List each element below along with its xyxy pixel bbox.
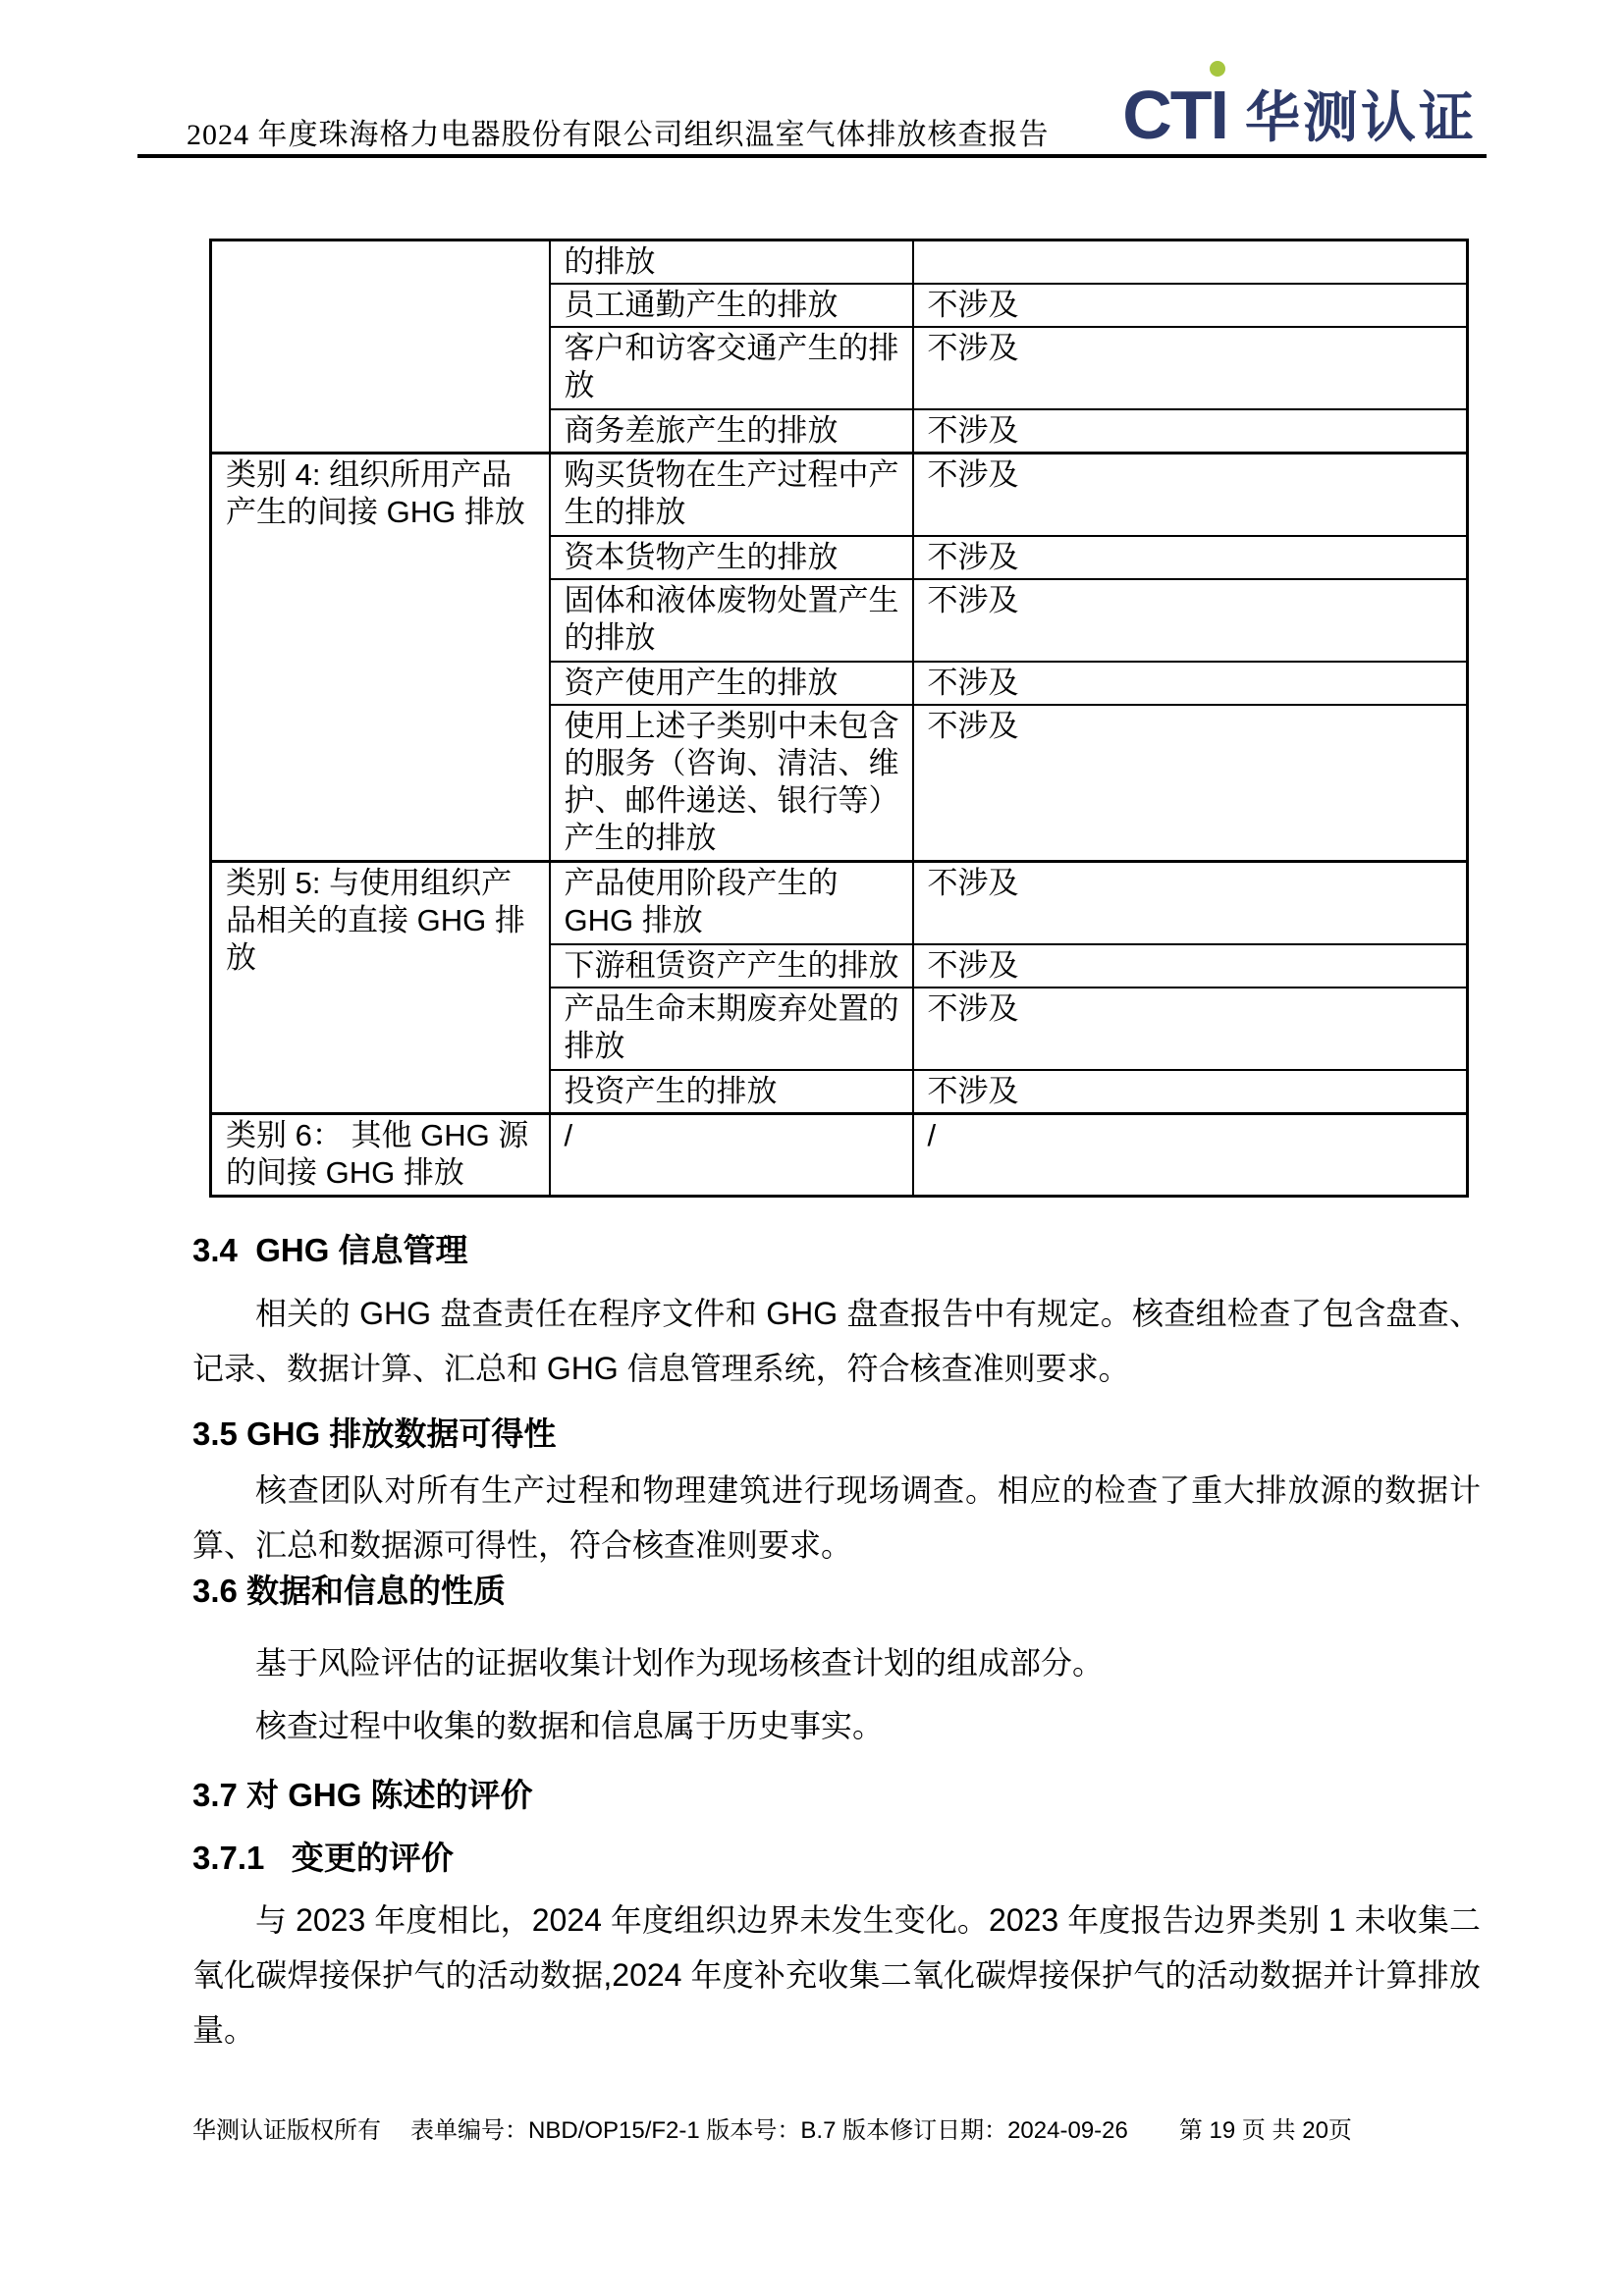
section-heading-3-4: 3.4 GHG 信息管理 <box>192 1232 468 1268</box>
brand-logo <box>1122 77 1477 153</box>
table-row <box>211 240 1468 285</box>
status-cell: / <box>913 1113 1468 1196</box>
section-3-6-paragraph-2: 核查过程中收集的数据和信息属于历史事实。 <box>255 1708 885 1743</box>
emission-source-cell: 客户和访客交通产生的排放 <box>550 327 913 409</box>
cti-logo-text <box>1122 77 1227 153</box>
section-heading-3-5: 3.5 GHG 排放数据可得性 <box>192 1415 557 1452</box>
table-row <box>211 454 1468 536</box>
page-footer <box>192 2110 1352 2145</box>
emission-source-cell: / <box>550 1113 913 1196</box>
category-label-cell: 类别 5: 与使用组织产品相关的直接 GHG 排放 <box>211 862 550 1114</box>
section-3-5-paragraph: 核查团队对所有生产过程和物理建筑进行现场调查。相应的检查了重大排放源的数据计算、汇总和数据源可得性，符合核查准则要求。 <box>192 1472 1481 1563</box>
status-cell <box>913 240 1468 285</box>
page-title: 2024 年度珠海格力电器股份有限公司组织温室气体排放核查报告 <box>187 119 1050 151</box>
emission-source-cell: 下游租赁资产产生的排放 <box>550 944 913 988</box>
table-row <box>211 862 1468 944</box>
emission-source-cell: 固体和液体废物处置产生的排放 <box>550 579 913 662</box>
section-heading-3-6: 3.6 数据和信息的性质 <box>192 1573 507 1609</box>
emission-source-cell: 购买货物在生产过程中产生的排放 <box>550 454 913 536</box>
emission-source-cell: 员工通勤产生的排放 <box>550 284 913 327</box>
section-heading-3-7-1: 3.7.1 变更的评价 <box>192 1840 454 1876</box>
emission-source-cell: 使用上述子类别中未包含的服务（咨询、清洁、维护、邮件递送、银行等）产生的排放 <box>550 705 913 862</box>
page-number: 第 19 页 共 20页 <box>1178 2117 1352 2144</box>
section-3-6-paragraph-1: 基于风险评估的证据收集计划作为现场核查计划的组成部分。 <box>255 1645 1105 1681</box>
status-cell: 不涉及 <box>913 988 1468 1070</box>
brand-name: 华测认证 <box>1245 86 1477 148</box>
section-3-7-1-paragraph: 与 2023 年度相比，2024 年度组织边界未发生变化。2023 年度报告边界类别 1 未收集二氧化碳焊接保护气的活动数据,2024 年度补充收集二氧化碳焊接保护气的活动数据并计算排放量。 <box>192 1902 1481 2048</box>
status-cell: 不涉及 <box>913 662 1468 705</box>
emission-source-cell: 商务差旅产生的排放 <box>550 409 913 454</box>
form-info: 表单编号：NBD/OP15/F2-1 版本号：B.7 版本修订日期：2024-09-26 <box>410 2117 1128 2144</box>
cti-letters: CTI <box>1122 77 1227 153</box>
emission-source-cell: 产品生命末期废弃处置的排放 <box>550 988 913 1070</box>
logo-dot-icon <box>1210 61 1225 77</box>
header-divider <box>137 154 1487 158</box>
table-row <box>211 1113 1468 1196</box>
emission-source-cell: 资产使用产生的排放 <box>550 662 913 705</box>
ghg-category-table <box>209 239 1469 1198</box>
status-cell: 不涉及 <box>913 284 1468 327</box>
status-cell: 不涉及 <box>913 327 1468 409</box>
copyright-text: 华测认证版权所有 <box>192 2117 381 2144</box>
category-label-cell: 类别 4: 组织所用产品产生的间接 GHG 排放 <box>211 454 550 862</box>
emission-source-cell: 产品使用阶段产生的 GHG 排放 <box>550 862 913 944</box>
status-cell: 不涉及 <box>913 536 1468 579</box>
status-cell: 不涉及 <box>913 1070 1468 1114</box>
status-cell: 不涉及 <box>913 862 1468 944</box>
section-heading-3-7: 3.7 对 GHG 陈述的评价 <box>192 1777 533 1813</box>
emission-source-cell: 资本货物产生的排放 <box>550 536 913 579</box>
category-label-cell <box>211 240 550 454</box>
status-cell: 不涉及 <box>913 409 1468 454</box>
status-cell: 不涉及 <box>913 944 1468 988</box>
section-3-4-paragraph: 相关的 GHG 盘查责任在程序文件和 GHG 盘查报告中有规定。核查组检查了包含盘查、记录、数据计算、汇总和 GHG 信息管理系统，符合核查准则要求。 <box>192 1296 1481 1386</box>
emission-source-cell: 投资产生的排放 <box>550 1070 913 1114</box>
category-label-cell: 类别 6： 其他 GHG 源的间接 GHG 排放 <box>211 1113 550 1196</box>
emission-source-cell: 的排放 <box>550 240 913 285</box>
status-cell: 不涉及 <box>913 579 1468 662</box>
status-cell: 不涉及 <box>913 705 1468 862</box>
status-cell: 不涉及 <box>913 454 1468 536</box>
